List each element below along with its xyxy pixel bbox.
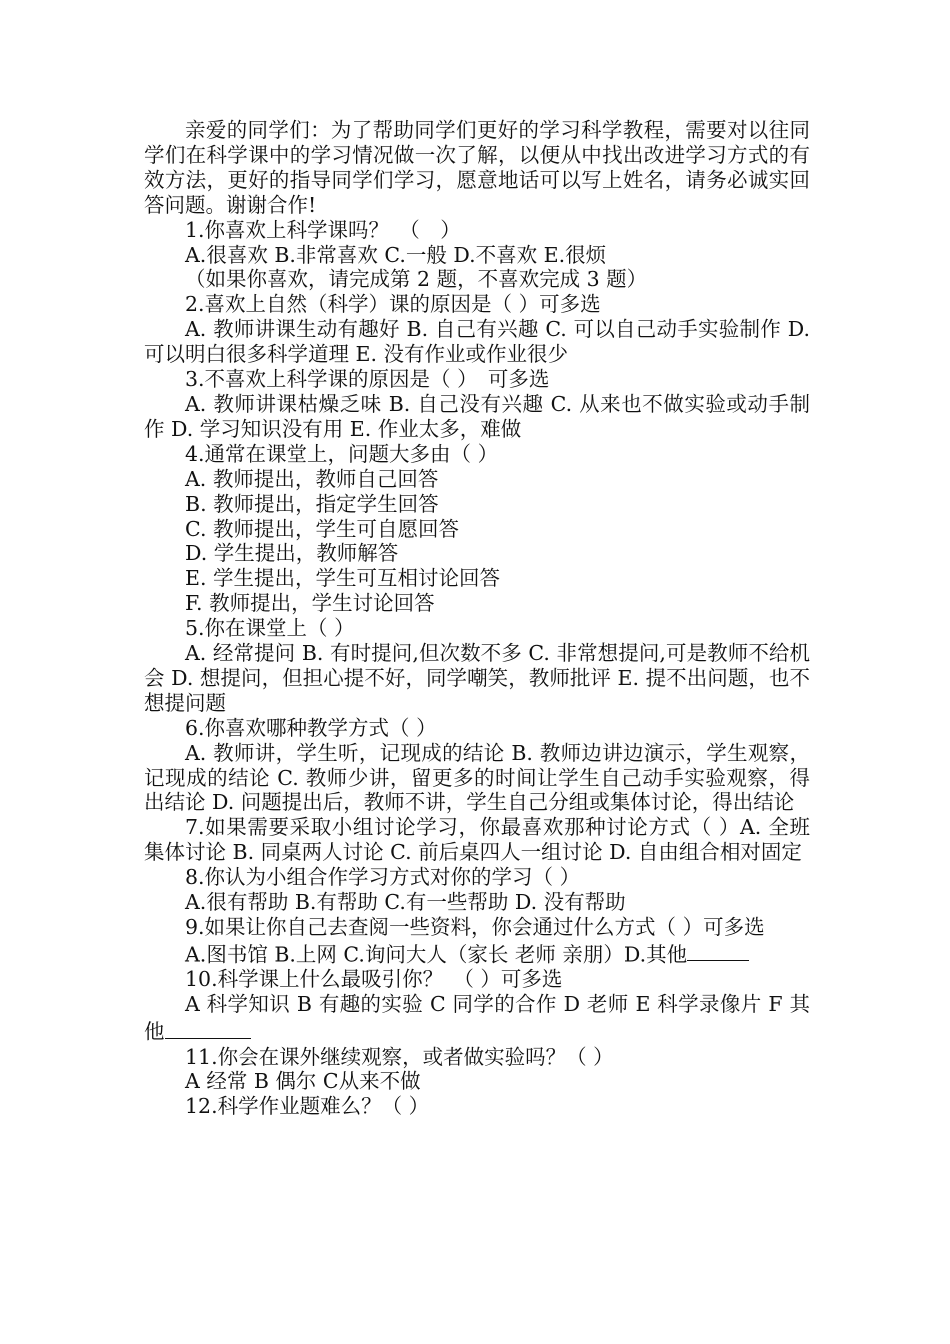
question-list — [144, 218, 810, 940]
survey-line: 3.不喜欢上科学课的原因是（ ） 可多选 — [185, 367, 550, 392]
survey-line: A. 教师讲课生动有趣好 B. 自己有兴趣 C. 可以自己动手实验制作 D. 可以明白很多科学道理 E. 没有作业或作业很少 — [144, 317, 810, 367]
q10-options: A 科学知识 B 有趣的实验 C 同学的合作 D 老师 E 科学录像片 F 其他 — [144, 992, 810, 1044]
survey-line: A. 经常提问 B. 有时提问,但次数不多 C. 非常想提问,可是教师不给机会 D. 想提问，但担心提不好，同学嘲笑，教师批评 E. 提不出问题，也不想提问题 — [144, 641, 810, 715]
survey-line: （如果你喜欢，请完成第 2 题，不喜欢完成 3 题） — [185, 267, 648, 292]
survey-line: E. 学生提出，学生可互相讨论回答 — [185, 566, 500, 591]
survey-line: C. 教师提出，学生可自愿回答 — [185, 516, 459, 541]
q11-options: A 经常 B 偶尔 C从来不做 — [185, 1069, 421, 1094]
survey-line: A. 教师讲，学生听，记现成的结论 B. 教师边讲边演示，学生观察，记现成的结论 C. 教师少讲，留更多的时间让学生自己动手实验观察，得出结论 D. 问题提出后，教师不讲，学生自己分组或集体讨论，得出结论 — [144, 740, 810, 815]
survey-line: 1.你喜欢上科学课吗？ （ ） — [185, 217, 461, 242]
survey-line: 4.通常在课堂上，问题大多由（ ） — [185, 441, 499, 466]
survey-line: 6.你喜欢哪种教学方式（ ） — [185, 715, 437, 740]
survey-line: A. 教师提出，教师自己回答 — [185, 466, 439, 491]
q10-title: 10.科学课上什么最吸引你？ （ ）可多选 — [185, 967, 563, 992]
survey-line: D. 学生提出，教师解答 — [185, 541, 399, 566]
survey-line: 7.如果需要采取小组讨论学习，你最喜欢那种讨论方式（ ）A. 全班集体讨论 B. 同桌两人讨论 C. 前后桌四人一组讨论 D. 自由组合相对固定 — [144, 815, 810, 865]
survey-line: 9.如果让你自己去查阅一些资料，你会通过什么方式（ ）可多选 — [185, 915, 765, 939]
survey-line: F. 教师提出，学生讨论回答 — [185, 591, 435, 616]
survey-line: 2.喜欢上自然（科学）课的原因是（ ）可多选 — [185, 292, 601, 317]
survey-line: A. 教师讲课枯燥乏味 B. 自己没有兴趣 C. 从来也不做实验或动手制作 D. 学习知识没有用 E. 作业太多，难做 — [144, 391, 810, 441]
survey-line: A.很喜欢 B.非常喜欢 C.一般 D.不喜欢 E.很烦 — [185, 242, 607, 267]
intro-paragraph: 亲爱的同学们：为了帮助同学们更好的学习科学教程，需要对以往同学们在科学课中的学习情况做一次了解，以便从中找出改进学习方式的有效方法，更好的指导同学们学习，愿意地话可以写上姓名，请务必诚实回答问题。谢谢合作! — [144, 118, 810, 217]
q11-title: 11.你会在课外继续观察，或者做实验吗？（ ） — [185, 1044, 614, 1069]
survey-line: 5.你在课堂上（ ） — [185, 616, 355, 641]
q9-other-blank[interactable] — [687, 940, 749, 962]
q9-options: A.图书馆 B.上网 C.询问大人（家长 老师 亲朋）D.其他 — [144, 940, 810, 967]
survey-line: B. 教师提出，指定学生回答 — [185, 491, 439, 516]
survey-line: A.很有帮助 B.有帮助 C.有一些帮助 D. 没有帮助 — [185, 890, 626, 915]
q12-title: 12.科学作业题难么？（ ） — [185, 1094, 430, 1119]
q10-other-blank[interactable] — [165, 1017, 251, 1039]
survey-line: 8.你认为小组合作学习方式对你的学习（ ） — [185, 865, 581, 890]
